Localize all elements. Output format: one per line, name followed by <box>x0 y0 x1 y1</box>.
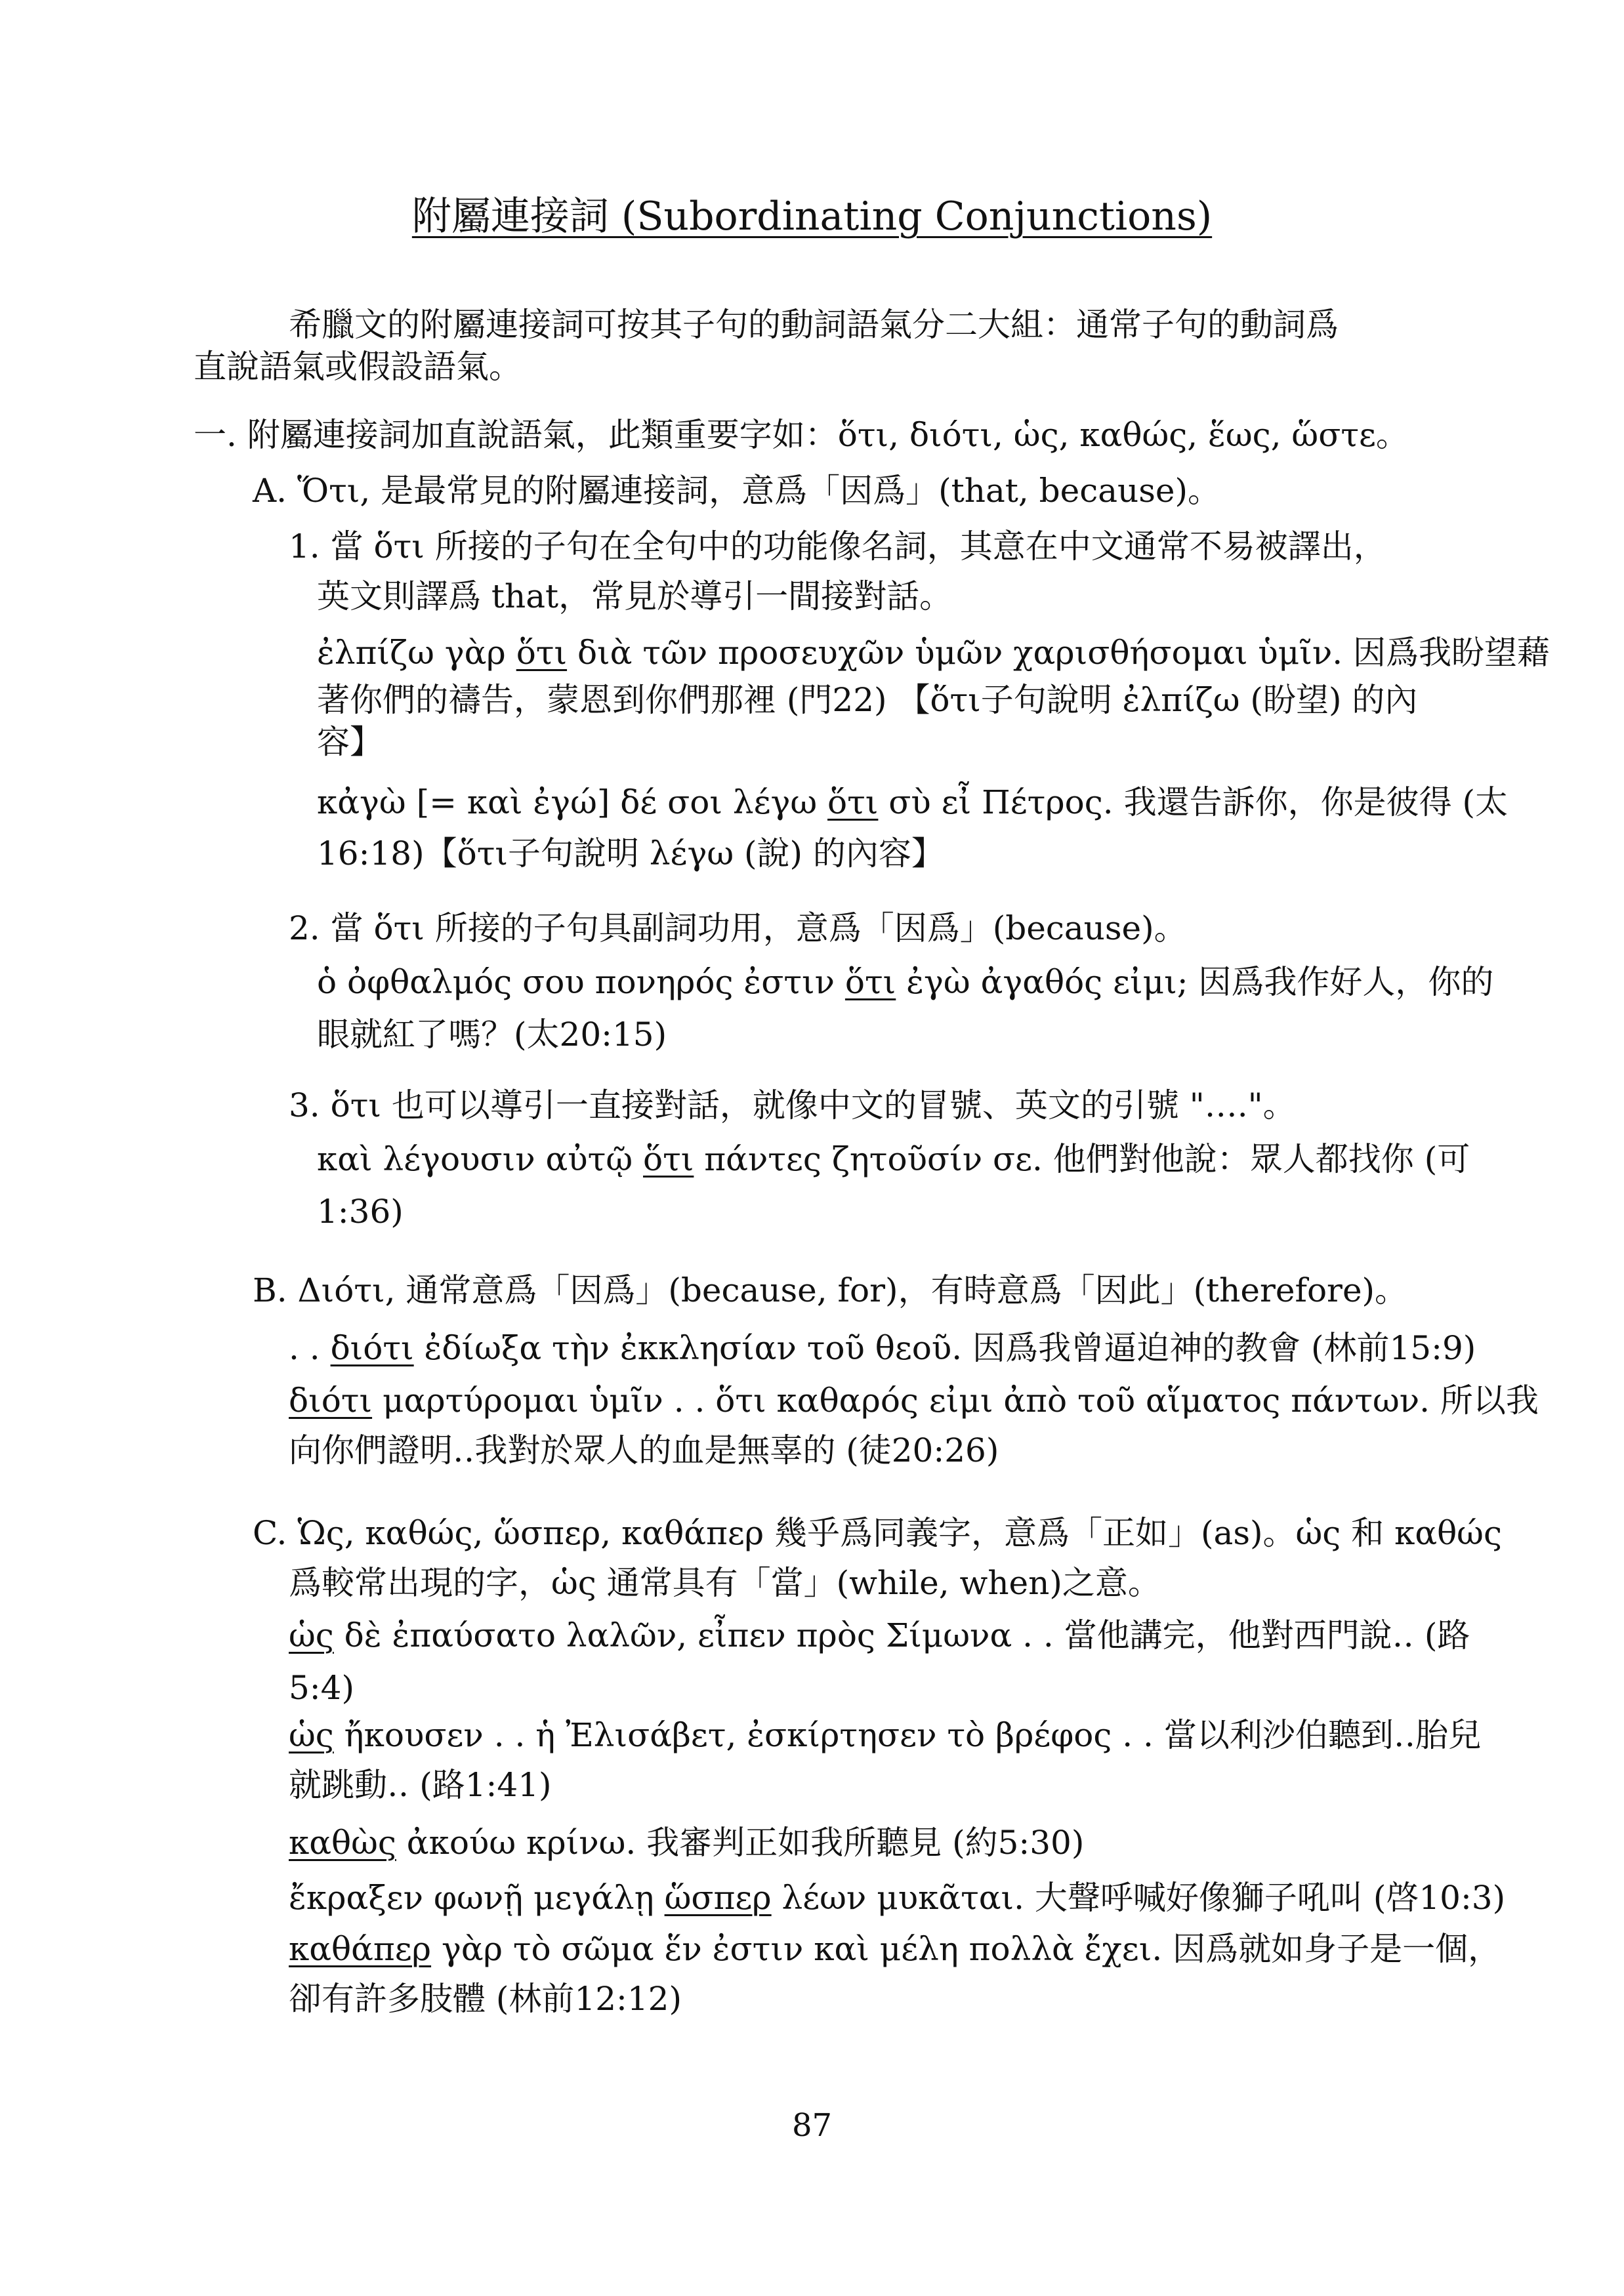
example-1-corinthians-12-12-line-2: 卻有許多肢體 (林前12:12) <box>289 1980 682 2018</box>
greek-text: ἐλπίζω γὰρ <box>317 634 516 672</box>
underlined-conjunction: ὥσπερ <box>664 1879 772 1917</box>
item-2-line-1: 2. 當 ὅτι 所接的子句具副詞功用，意爲「因爲」(because)。 <box>289 909 1187 947</box>
section-b-heading: B. Διότι, 通常意爲「因爲」(because, for)，有時意爲「因此」(therefore)。 <box>253 1271 1408 1309</box>
underlined-conjunction: ὅτι <box>643 1140 694 1178</box>
example-text: γὰρ τὸ σῶμα ἕν ἐστιν καὶ μέλη πολλὰ ἔχει. 因爲就如身子是一個， <box>431 1930 1501 1968</box>
example-text: πάντες ζητοῦσίν σε. 他們對他說：眾人都找你 (可 <box>694 1140 1470 1178</box>
ellipsis: . . <box>289 1329 331 1367</box>
underlined-conjunction: καθάπερ <box>289 1930 432 1968</box>
example-matthew-20-15-line-2: 眼就紅了嗎？(太20:15) <box>317 1015 667 1054</box>
underlined-conjunction: ὅτι <box>827 783 879 821</box>
example-revelation-10-3 <box>289 1870 1505 1926</box>
example-mark-1-36 <box>317 1131 1470 1187</box>
item-1-line-2: 英文則譯爲 that，常見於導引一間接對話。 <box>317 577 953 615</box>
example-luke-5-4 <box>289 1607 1470 1664</box>
example-matthew-16-18 <box>317 774 1508 830</box>
example-text: μαρτύρομαι ὑμῖν . . ὅτι καθαρός εἰμι ἀπὸ τοῦ αἵματος πάντων. 所以我 <box>372 1382 1539 1420</box>
example-matthew-16-18-line-2: 16:18)【ὅτι子句說明 λέγω (說) 的內容】 <box>317 834 944 872</box>
greek-text: ἔκραξεν φωνῇ μεγάλῃ <box>289 1879 665 1917</box>
example-acts-20-26-line-2: 向你們證明‥我對於眾人的血是無辜的 (徒20:26) <box>289 1431 999 1469</box>
example-luke-1-41 <box>289 1707 1481 1763</box>
example-matthew-20-15 <box>317 954 1493 1010</box>
greek-text: κἀγὼ [= καὶ ἐγώ] δέ σοι λέγω <box>317 783 828 821</box>
page-number: 87 <box>791 2107 833 2144</box>
intro-line-2: 直說語氣或假設語氣。 <box>194 348 522 386</box>
example-text: ἀκούω κρίνω. 我審判正如我所聽見 (約5:30) <box>396 1824 1085 1862</box>
underlined-conjunction: διότι <box>289 1382 373 1420</box>
section-c-line-1: C. Ὡς, καθώς, ὥσπερ, καθάπερ 幾乎爲同義字，意爲「正如」(as)。ὡς 和 καθώς <box>253 1514 1502 1552</box>
item-1-line-1: 1. 當 ὅτι 所接的子句在全句中的功能像名詞，其意在中文通常不易被譯出， <box>289 527 1386 565</box>
example-philemon-22-line-3: 容】 <box>317 723 383 761</box>
section-c-line-2: 爲較常出現的字，ὡς 通常具有「當」(while, when)之意。 <box>289 1564 1161 1602</box>
example-philemon-22-line-2: 著你們的禱告，蒙恩到你們那裡 (門22) 【ὅτι子句說明 ἐλπίζω (盼望) 的內 <box>317 681 1418 719</box>
underlined-conjunction: ὅτι <box>844 963 896 1001</box>
underlined-conjunction: διότι <box>330 1329 414 1367</box>
example-john-5-30 <box>289 1814 1084 1871</box>
item-3-line-1: 3. ὅτι 也可以導引一直接對話，就像中文的冒號、英文的引號 "…."。 <box>289 1086 1296 1124</box>
example-text: δὲ ἐπαύσατο λαλῶν, εἶπεν πρὸς Σίμωνα . . 當他講完，他對西門說‥ (路 <box>333 1616 1470 1654</box>
example-acts-20-26 <box>289 1372 1539 1429</box>
example-text: ἐγὼ ἀγαθός εἰμι; 因爲我作好人，你的 <box>896 963 1494 1001</box>
example-luke-1-41-line-2: 就跳動‥ (路1:41) <box>289 1766 552 1804</box>
section-a-heading: A. Ὅτι, 是最常見的附屬連接詞，意爲「因爲」(that, because)。 <box>253 472 1220 510</box>
intro-line-1: 希臘文的附屬連接詞可按其子句的動詞語氣分二大組：通常子句的動詞爲 <box>289 306 1339 344</box>
example-text: σὺ εἶ Πέτρος. 我還告訴你，你是彼得 (太 <box>878 783 1508 821</box>
example-luke-5-4-line-2: 5:4) <box>289 1669 354 1707</box>
underlined-conjunction: καθὼς <box>289 1824 396 1862</box>
section-1-heading: 一. 附屬連接詞加直說語氣，此類重要字如：ὅτι, διότι, ὡς, καθώς, ἕως, ὥστε。 <box>194 416 1409 454</box>
example-1-corinthians-12-12 <box>289 1921 1501 1977</box>
underlined-conjunction: ὡς <box>289 1616 334 1654</box>
greek-text: καὶ λέγουσιν αὐτῷ <box>317 1140 643 1178</box>
page-title: 附屬連接詞 (Subordinating Conjunctions) <box>411 194 1213 239</box>
example-text: λέων μυκᾶται. 大聲呼喊好像獅子吼叫 (啓10:3) <box>771 1879 1506 1917</box>
example-text: ἐδίωξα τὴν ἐκκλησίαν τοῦ θεοῦ. 因爲我曾逼迫神的教會 (林前15:9) <box>413 1329 1476 1367</box>
greek-text: ὁ ὀφθαλμός σου πονηρός ἐστιν <box>317 963 845 1001</box>
example-text: ἤκουσεν . . ἡ Ἐλισάβετ, ἐσκίρτησεν τὸ βρέφος . . 當以利沙伯聽到‥胎兒 <box>333 1716 1482 1754</box>
example-1-corinthians-15-9 <box>289 1320 1476 1376</box>
underlined-conjunction: ὅτι <box>516 634 568 672</box>
example-mark-1-36-line-2: 1:36) <box>317 1193 404 1231</box>
underlined-conjunction: ὡς <box>289 1716 334 1754</box>
example-text: διὰ τῶν προσευχῶν ὑμῶν χαρισθήσομαι ὑμῖν. 因爲我盼望藉 <box>567 634 1551 672</box>
